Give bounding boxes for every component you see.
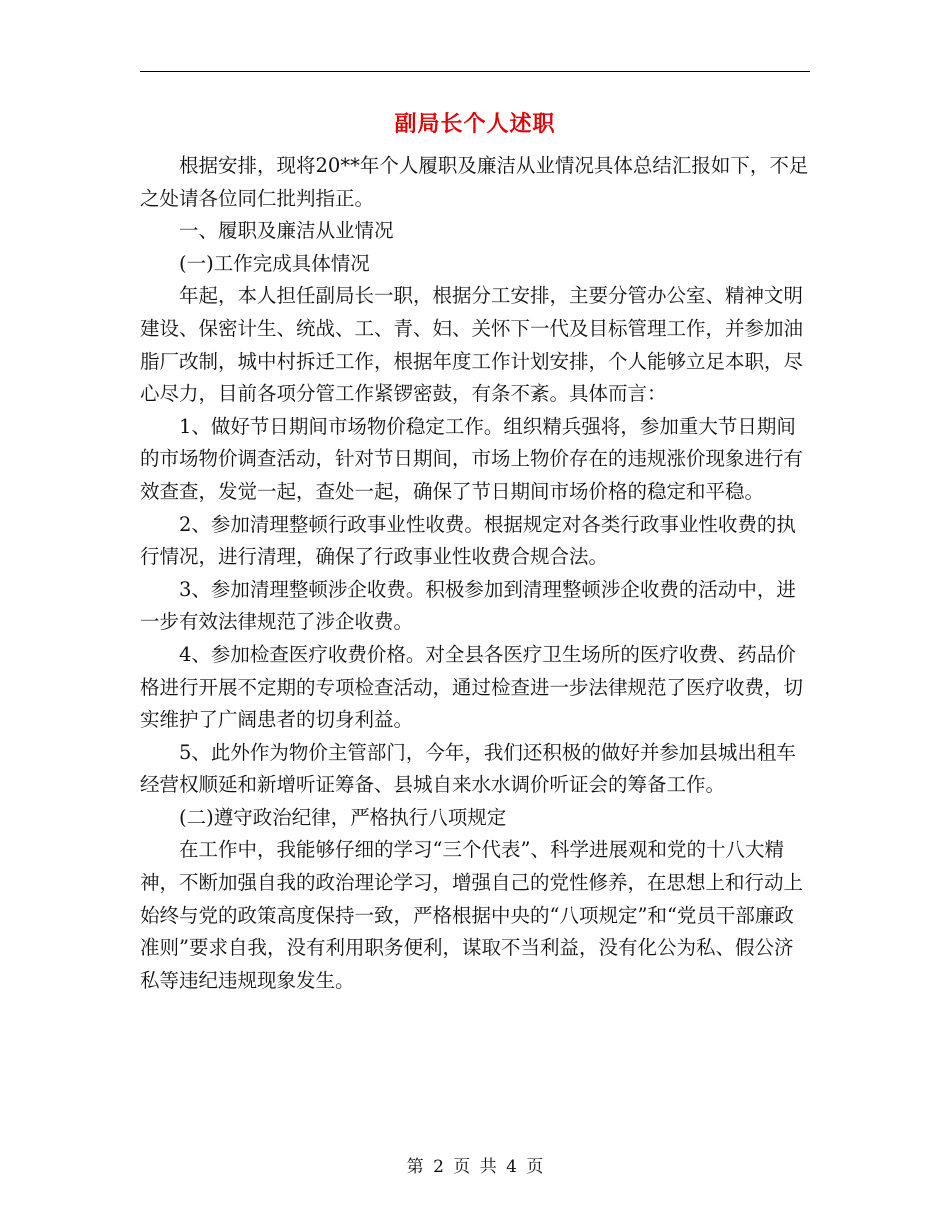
paragraph: 年起，本人担任副局长一职，根据分工安排，主要分管办公室、精神文明建设、保密计生、统战、工、青、妇、关怀下一代及目标管理工作，并参加油脂厂改制，城中村拆迁工作，根据年度工作计划安排，个人能够立足本职，尽心尽力，目前各项分管工作紧锣密鼓，有条不紊。具体而言： [140,284,804,406]
document-body [140,150,810,997]
header-rule [140,71,810,72]
subsection-heading: (一)工作完成具体情况 [179,251,370,275]
list-item: 1、做好节日期间市场物价稳定工作。组织精兵强将，参加重大节日期间的市场物价调查活动，针对节日期间，市场上物价存在的违规涨价现象进行有效查查，发觉一起，查处一起，确保了节日期间市场价格的稳定和平稳。 [140,414,804,503]
list-item: 3、参加清理整顿涉企收费。积极参加到清理整顿涉企收费的活动中，进一步有效法律规范了涉企收费。 [140,577,796,634]
list-item: 4、参加检查医疗收费价格。对全县各医疗卫生场所的医疗收费、药品价格进行开展不定期的专项检查活动，通过检查进一步法律规范了医疗收费，切实维护了广阔患者的切身利益。 [140,642,804,732]
list-item: 5、此外作为物价主管部门，今年，我们还积极的做好并参加县城出租车经营权顺延和新增听证筹备、县城自来水水调价听证会的筹备工作。 [140,740,796,797]
subsection-heading: (二)遵守政治纪律，严格执行八项规定 [179,805,507,829]
paragraph-intro: 根据安排，现将20**年个人履职及廉洁从业情况具体总结汇报如下，不足之处请各位同仁批判指正。 [140,154,809,210]
section-heading: 一、履职及廉洁从业情况 [179,219,394,243]
page-footer: 第 2 页 共 4 页 [406,1157,544,1177]
document-title: 副局长个人述职 [394,111,556,137]
list-item: 2、参加清理整顿行政事业性收费。根据规定对各类行政事业性收费的执行情况，进行清理，确保了行政事业性收费合规合法。 [140,512,796,569]
paragraph: 在工作中，我能够仔细的学习“三个代表”、科学进展观和党的十八大精神，不断加强自我的政治理论学习，增强自己的党性修养，在思想上和行动上始终与党的政策高度保持一致，严格根据中央的“八项规定”和“党员干部廉政准则”要求自我，没有利用职务便利，谋取不当利益，没有化公为私、假公济私等违纪违规现象发生。 [140,838,804,992]
